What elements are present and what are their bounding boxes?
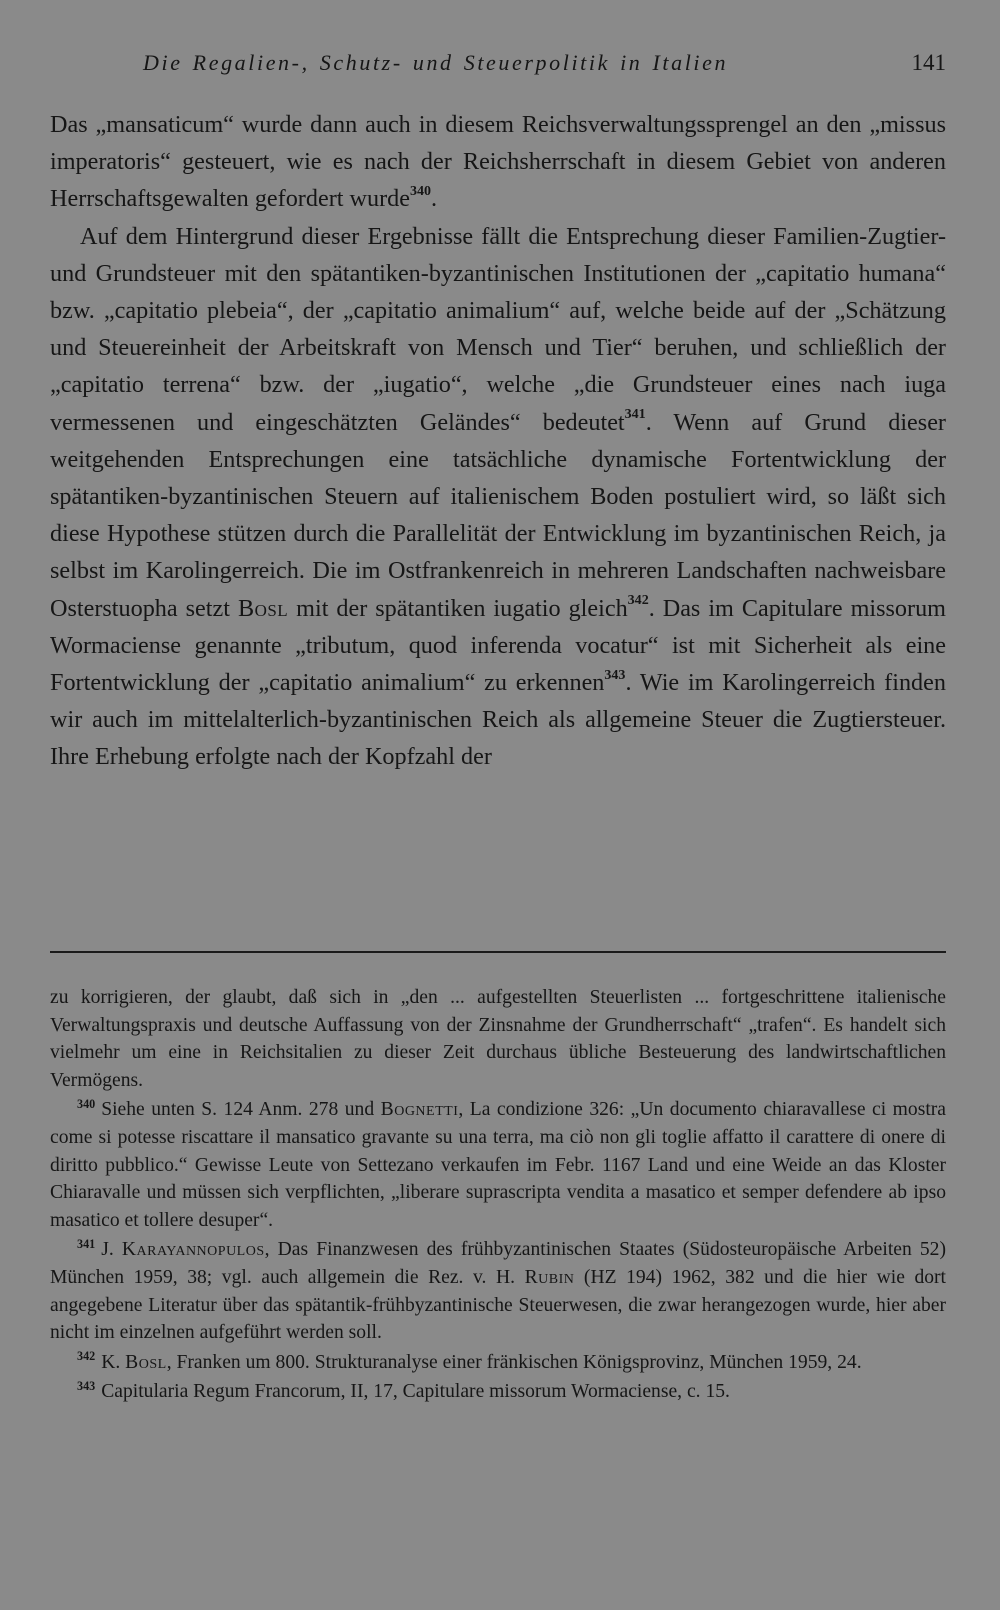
footnote-340 bbox=[50, 1096, 946, 1234]
footnote-text: Capitularia Regum Francorum, II, 17, Capitulare missorum Wormaciense, c. 15. bbox=[101, 1381, 730, 1403]
footnote-text: K. bbox=[101, 1351, 126, 1373]
footnote-text: , Franken um 800. Strukturanalyse einer fränkischen Königsprovinz, München 1959, 24. bbox=[166, 1351, 862, 1373]
footnote-number: 341 bbox=[77, 1236, 96, 1251]
paragraph-1 bbox=[50, 106, 946, 218]
footnote-number: 343 bbox=[77, 1378, 96, 1393]
paragraph-1-text: Das „mansaticum“ wurde dann auch in diesem Reichsverwaltungssprengel an den „missus imperatoris“ gesteuert, wie es nach der Reichsherrschaft in diesem Gebiet von anderen Herrschaftsgewalten gefordert wurde bbox=[50, 111, 946, 213]
footnote-343 bbox=[50, 1378, 946, 1406]
footnote-number: 342 bbox=[77, 1349, 96, 1364]
paragraph-2-part-d: . Das im Capitulare missorum Wormaciense genannte „tributum, quod inferenda vocatur“ ist mit Sicherheit als eine Fortentwicklung der „capitatio animalium“ zu erkennen bbox=[50, 594, 946, 697]
paragraph-2 bbox=[50, 218, 946, 776]
page-number: 141 bbox=[911, 50, 946, 75]
footnote-ref-343: 343 bbox=[604, 666, 626, 683]
footnote-text: , Das Finanzwesen des frühbyzantinischen Staates (Südosteuropäische Arbeiten 52) München 1959, 38; vgl. auch allgemein die Rez. v. H. bbox=[50, 1239, 946, 1288]
running-head: Die Regalien-, Schutz- und Steuerpolitik in Italien bbox=[143, 50, 729, 75]
body-text bbox=[50, 106, 946, 776]
author-name: Bosl bbox=[237, 594, 289, 622]
author-name: Rubin bbox=[524, 1266, 575, 1288]
author-name: Bognetti bbox=[380, 1099, 459, 1121]
footnote-number: 340 bbox=[77, 1096, 96, 1111]
paragraph-2-part-b: . Wenn auf Grund dieser weitgehenden Entsprechungen eine tatsächliche dynamische Fortentwicklung der spätantiken-byzantinischen Steuern auf italienischem Boden postuliert wird, so läßt sich diese Hypothese stützen durch die Parallelität der Entwicklung im byzantinischen Reich, ja selbst im Karolingerreich. Die im Ostfrankenreich in mehreren Landschaften nachweisbare Osterstuopha setzt bbox=[50, 408, 946, 622]
author-name: Karayannopulos bbox=[121, 1239, 265, 1261]
footnote-342 bbox=[50, 1349, 946, 1377]
footnote-341 bbox=[50, 1236, 946, 1346]
footnote-text: J. bbox=[101, 1239, 122, 1261]
footnote-text: (HZ 194) 1962, 382 und die hier wie dort angegebene Literatur über das spätantik-frühbyzantinische Steuerwesen, die zwar herangezogen wurde, hier aber nicht im einzelnen aufgeführt werden soll. bbox=[50, 1266, 947, 1344]
footnote-text: , La condizione 326: „Un documento chiaravallese ci mostra come si potesse riscattare il mansatico gravante su una terra, ma ciò non gli toglie affatto il carattere di onere di diritto pubblico.“ Gewisse Leute von Settezano verkaufen im Febr. 1167 Land und eine Weide an das Kloster Chiaravalle und müssen sich verpflichten, „liberare suprascripta vendita a masatico et semper defendere ab ipso masatico et tollere desuper“. bbox=[50, 1099, 947, 1231]
footnote-ref-340: 340 bbox=[409, 183, 431, 200]
footnote-divider bbox=[50, 951, 946, 953]
footnote-ref-341: 341 bbox=[624, 406, 646, 423]
footnote-ref-342: 342 bbox=[627, 592, 649, 609]
page-header bbox=[50, 50, 946, 84]
paragraph-2-part-c: mit der spätantiken iugatio gleich bbox=[288, 594, 628, 622]
author-name: Bosl bbox=[125, 1351, 167, 1373]
paragraph-1-end: . bbox=[431, 185, 438, 213]
footnote-text: Siehe unten S. 124 Anm. 278 und bbox=[101, 1099, 381, 1121]
footnote-continuation: zu korrigieren, der glaubt, daß sich in „den ... aufgestellten Steuerlisten ... fortgeschrittene italienische Verwaltungspraxis und deutsche Auffassung von der Zinsnahme der Grundherrschaft“ „trafen“. Es handelt sich vielmehr um eine in Reichsitalien zu dieser Zeit durchaus übliche Besteuerung des landwirtschaftlichen Vermögens. bbox=[50, 987, 946, 1091]
paragraph-2-part-e: . Wie im Karolingerreich finden wir auch im mittelalterlich-byzantinischen Reich als allgemeine Steuer die Zugtiersteuer. Ihre Erhebung erfolgte nach der Kopfzahl der bbox=[50, 669, 946, 771]
paragraph-2-part-a: Auf dem Hintergrund dieser Ergebnisse fällt die Entsprechung dieser Familien-Zugtier- und Grundsteuer mit den spätantiken-byzantinischen Institutionen der „capitatio humana“ bzw. „capitatio plebeia“, der „capitatio animalium“ auf, welche beide auf der „Schätzung und Steuereinheit der Arbeitskraft von Mensch und Tier“ beruhen, und schließlich der „capitatio terrena“ bzw. der „iugatio“, welche „die Grundsteuer eines nach iuga vermessenen und eingeschätzten Geländes“ bedeutet bbox=[50, 222, 946, 436]
footnotes bbox=[50, 984, 946, 1408]
